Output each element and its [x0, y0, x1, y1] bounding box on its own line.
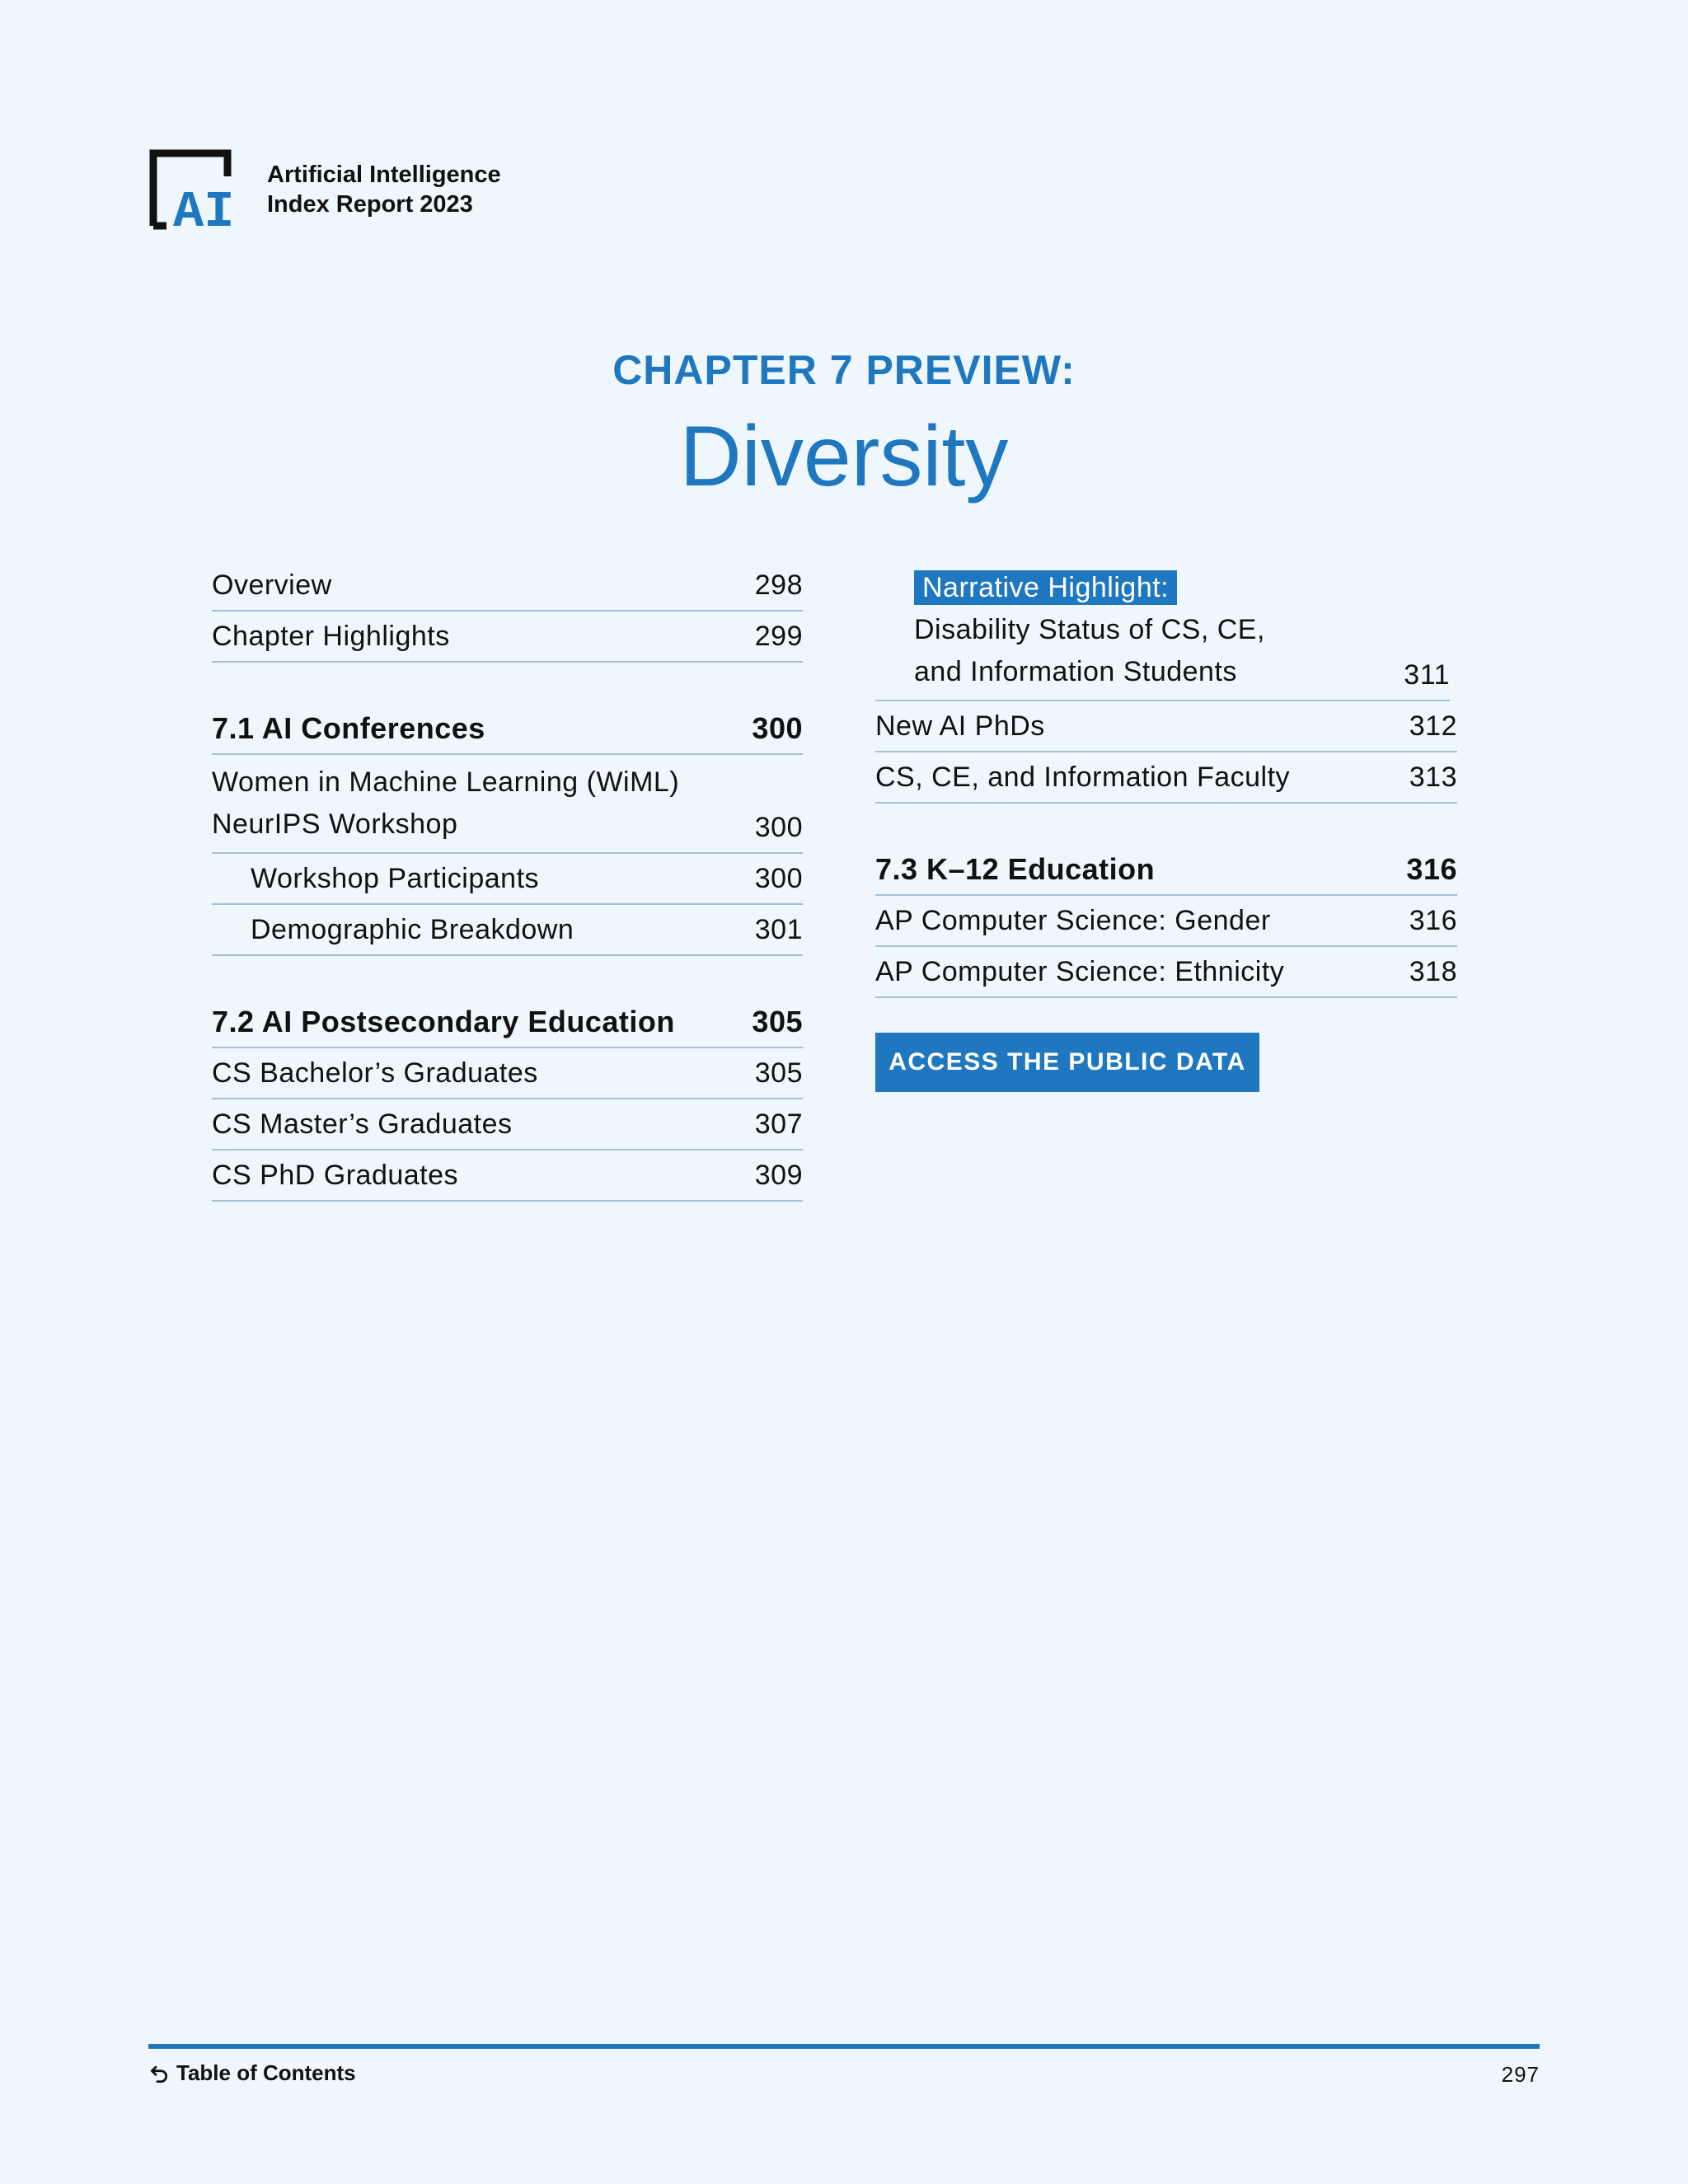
footer-divider [148, 2044, 1540, 2049]
toc-right-column [875, 560, 1457, 998]
logo-text: AI [173, 183, 235, 231]
toc-row-ap-cs-ethnicity[interactable]: AP Computer Science: Ethnicity 318 [875, 947, 1457, 998]
toc-row-narrative-highlight[interactable]: Narrative Highlight: Disability Status of CS, CE, and Information Students 311 [875, 560, 1450, 701]
narrative-highlight-tag: Narrative Highlight: [914, 570, 1177, 605]
toc-section-ai-conferences[interactable]: 7.1 AI Conferences 300 [212, 704, 803, 755]
toc-row-demographic-breakdown[interactable]: Demographic Breakdown 301 [212, 905, 803, 956]
brand-line-2: Index Report 2023 [267, 191, 473, 218]
chapter-kicker: CHAPTER 7 PREVIEW: [612, 347, 1076, 393]
toc-row-wiml-workshop[interactable]: Women in Machine Learning (WiML) NeurIPS Workshop 300 [212, 755, 803, 854]
toc-section-postsecondary-education[interactable]: 7.2 AI Postsecondary Education 305 [212, 997, 803, 1048]
toc-row-workshop-participants[interactable]: Workshop Participants 300 [212, 854, 803, 905]
access-public-data-button[interactable]: ACCESS THE PUBLIC DATA [875, 1033, 1259, 1092]
table-of-contents-link[interactable] [148, 2060, 356, 2086]
brand-name [267, 160, 501, 219]
toc-row-cs-bachelors[interactable]: CS Bachelor’s Graduates 305 [212, 1048, 803, 1099]
toc-row-cs-masters[interactable]: CS Master’s Graduates 307 [212, 1099, 803, 1151]
toc-row-chapter-highlights[interactable]: Chapter Highlights 299 [212, 612, 803, 663]
brand-line-1: Artificial Intelligence [267, 162, 501, 188]
chapter-title: Diversity [679, 409, 1009, 504]
toc-row-overview[interactable]: Overview 298 [212, 560, 803, 612]
toc-row-ap-cs-gender[interactable]: AP Computer Science: Gender 316 [875, 896, 1457, 947]
table-of-contents-label: Table of Contents [176, 2060, 356, 2085]
toc-row-new-ai-phds[interactable]: New AI PhDs 312 [875, 701, 1457, 752]
report-header [148, 148, 501, 231]
toc-left-column [212, 560, 803, 1202]
toc-row-faculty[interactable]: CS, CE, and Information Faculty 313 [875, 752, 1457, 804]
toc-row-cs-phd[interactable]: CS PhD Graduates 309 [212, 1151, 803, 1202]
toc-section-k12-education[interactable]: 7.3 K–12 Education 316 [875, 845, 1457, 896]
return-arrow-icon [148, 2063, 170, 2084]
ai-index-logo [148, 148, 239, 231]
page-number: 297 [1501, 2062, 1540, 2087]
